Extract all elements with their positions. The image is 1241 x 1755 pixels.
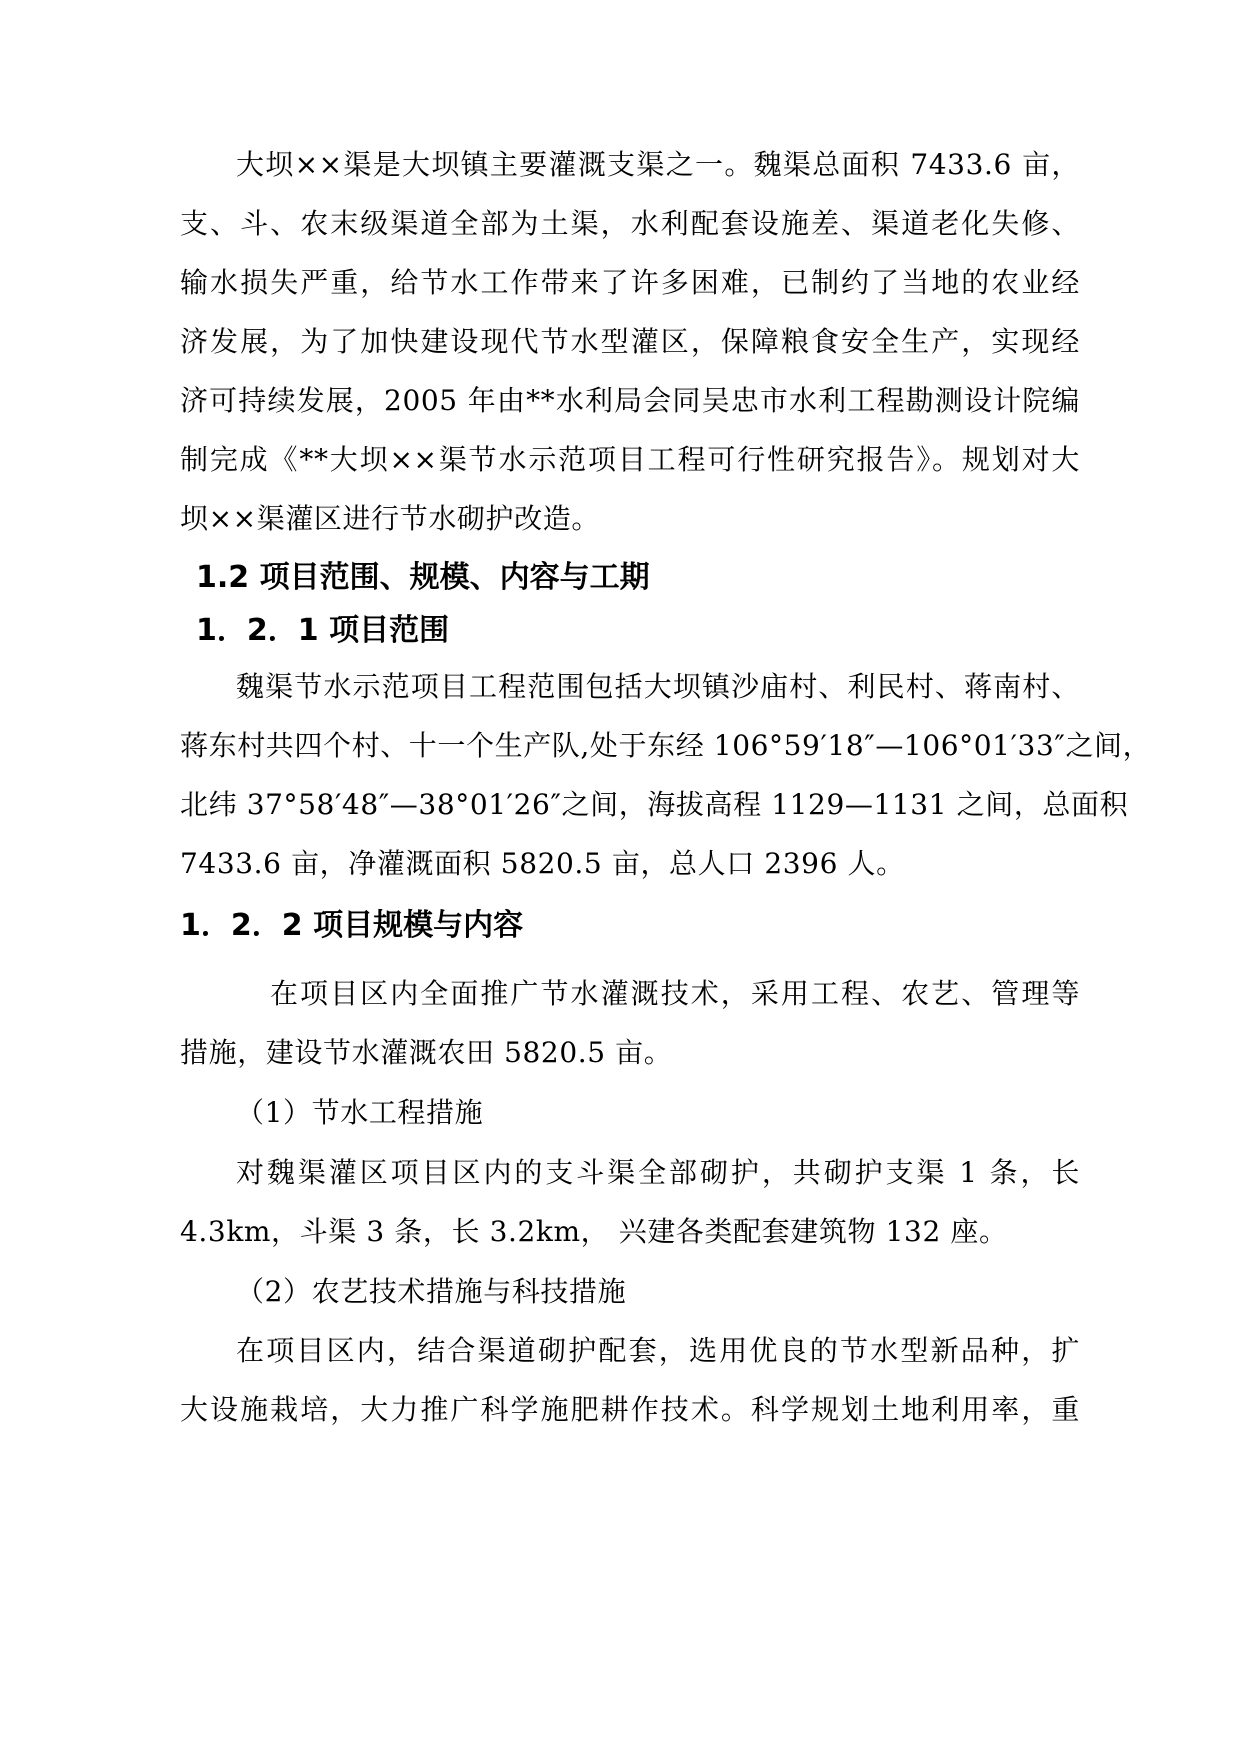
section-heading-1-2: 1.2 项目范围、规模、内容与工期: [196, 560, 650, 595]
item-heading-water-saving: （1）节水工程措施: [236, 1096, 484, 1129]
text-line: 大设施栽培，大力推广科学施肥耕作技术。科学规划土地利用率，重: [180, 1393, 1080, 1426]
text-line: 对魏渠灌区项目区内的支斗渠全部砌护，共砌护支渠 1 条，长: [236, 1156, 1080, 1189]
text-line: 措施，建设节水灌溉农田 5820.5 亩。: [180, 1036, 673, 1069]
section-heading-1-2-2: 1．2．2 项目规模与内容: [180, 908, 524, 943]
text-line: 7433.6 亩，净灌溉面积 5820.5 亩，总人口 2396 人。: [180, 847, 905, 880]
section-heading-1-2-1: 1．2．1 项目范围: [196, 613, 450, 648]
text-line: 济可持续发展，2005 年由**水利局会同吴忠市水利工程勘测设计院编: [180, 384, 1080, 417]
text-line: 在项目区内全面推广节水灌溉技术，采用工程、农艺、管理等: [270, 977, 1080, 1010]
text-line: 济发展，为了加快建设现代节水型灌区，保障粮食安全生产，实现经: [180, 325, 1080, 358]
text-line: 制完成《**大坝××渠节水示范项目工程可行性研究报告》。规划对大: [180, 443, 1080, 476]
item-heading-agronomy: （2）农艺技术措施与科技措施: [236, 1275, 627, 1308]
text-line: 支、斗、农末级渠道全部为土渠，水利配套设施差、渠道老化失修、: [180, 207, 1080, 240]
text-line: 大坝××渠是大坝镇主要灌溉支渠之一。魏渠总面积 7433.6 亩，: [236, 148, 1080, 181]
text-line: 输水损失严重，给节水工作带来了许多困难，已制约了当地的农业经: [180, 266, 1080, 299]
text-line: 在项目区内，结合渠道砌护配套，选用优良的节水型新品种，扩: [236, 1334, 1080, 1367]
text-line: 蒋东村共四个村、十一个生产队,处于东经 106°59′18″—106°01′33″之间，: [180, 729, 1152, 762]
text-line: 4.3km，斗渠 3 条，长 3.2km， 兴建各类配套建筑物 132 座。: [180, 1215, 1008, 1248]
text-line: 北纬 37°58′48″—38°01′26″之间，海拔高程 1129—1131 之间，总面积: [180, 788, 1129, 821]
text-line: 魏渠节水示范项目工程范围包括大坝镇沙庙村、利民村、蒋南村、: [236, 670, 1080, 703]
text-line: 坝××渠灌区进行节水砌护改造。: [180, 502, 600, 535]
